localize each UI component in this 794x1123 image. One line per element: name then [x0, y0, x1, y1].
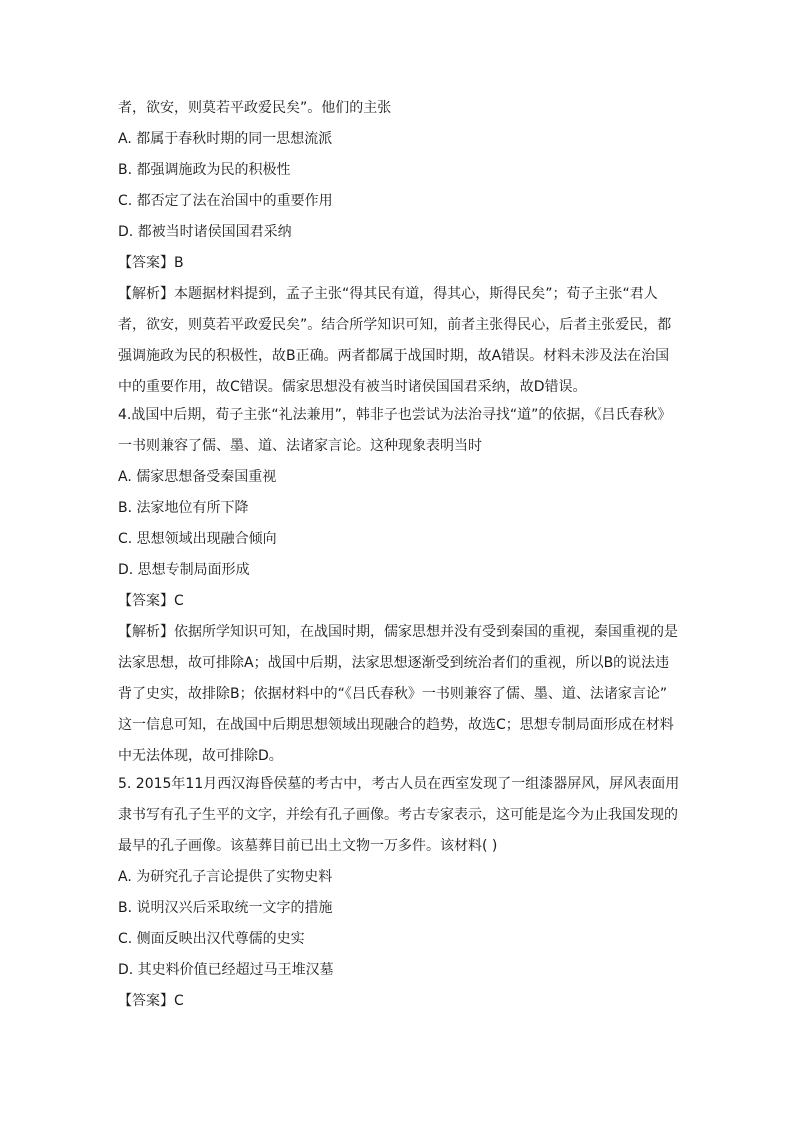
- analysis-line: 背了史实，故排除B；依据材料中的“《吕氏春秋》一书则兼容了儒、墨、道、法诸家言论”: [118, 686, 668, 702]
- analysis-line: 【解析】本题据材料提到，孟子主张“得其民有道，得其心，斯得民矣”；荀子主张“君人: [118, 286, 658, 302]
- question-4-option-b: B. 法家地位有所下降: [118, 500, 249, 516]
- question-3-option-c: C. 都否定了法在治国中的重要作用: [118, 193, 333, 209]
- question-3-option-d: D. 都被当时诸侯国国君采纳: [118, 224, 292, 240]
- question-5-answer: 【答案】C: [118, 993, 184, 1009]
- question-4-option-c: C. 思想领域出现融合倾向: [118, 531, 277, 547]
- analysis-line: 中无法体现，故可排除D。: [118, 748, 283, 764]
- analysis-line: 【解析】依据所学知识可知，在战国时期，儒家思想并没有受到秦国的重视，秦国重视的是: [118, 624, 678, 640]
- question-3: [118, 98, 683, 397]
- question-5-stem: [118, 774, 683, 856]
- question-4: [118, 405, 683, 766]
- question-3-answer: 【答案】B: [118, 255, 184, 271]
- analysis-line: 法家思想，故可排除A；战国中后期，法家思想逐渐受到统治者们的重视，所以B的说法违: [118, 655, 670, 671]
- stem-line: 隶书写有孔子生平的文字，并绘有孔子画像。考古专家表示，这可能是迄今为止我国发现的: [118, 807, 678, 823]
- question-3-option-a: A. 都属于春秋时期的同一思想流派: [118, 131, 333, 147]
- question-5-option-c: C. 侧面反映出汉代尊儒的史实: [118, 931, 305, 947]
- question-5-option-d: D. 其史料价值已经超过马王堆汉墓: [118, 962, 334, 978]
- question-5-option-a: A. 为研究孔子言论提供了实物史料: [118, 869, 333, 885]
- question-5: [118, 774, 683, 1011]
- stem-line: 最早的孔子画像。该墓葬目前已出土文物一万多件。该材料( ): [118, 838, 498, 854]
- question-3-analysis: [118, 284, 683, 397]
- question-4-option-a: A. 儒家思想备受秦国重视: [118, 469, 277, 485]
- stem-line: 5. 2015年11月西汉海昏侯墓的考古中，考古人员在西室发现了一组漆器屏风，屏风表面用: [118, 776, 680, 792]
- stem-line: 一书则兼容了儒、墨、道、法诸家言论。这种现象表明当时: [118, 438, 482, 454]
- document-page: [118, 98, 683, 1011]
- analysis-line: 这一信息可知，在战国中后期思想领域出现融合的趋势，故选C；思想专制局面形成在材料: [118, 717, 674, 733]
- question-4-stem: [118, 405, 683, 456]
- question-4-option-d: D. 思想专制局面形成: [118, 562, 250, 578]
- question-3-stem: 者，欲安，则莫若平政爱民矣”。他们的主张: [118, 100, 392, 116]
- analysis-line: 中的重要作用，故C错误。儒家思想没有被当时诸侯国国君采纳，故D错误。: [118, 379, 587, 395]
- question-3-option-b: B. 都强调施政为民的积极性: [118, 162, 291, 178]
- analysis-line: 强调施政为民的积极性，故B正确。两者都属于战国时期，故A错误。材料未涉及法在治国: [118, 348, 670, 364]
- analysis-line: 者，欲安，则莫若平政爱民矣”。结合所学知识可知，前者主张得民心，后者主张爱民，都: [118, 317, 672, 333]
- question-4-answer: 【答案】C: [118, 593, 184, 609]
- question-4-analysis: [118, 622, 683, 766]
- question-5-option-b: B. 说明汉兴后采取统一文字的措施: [118, 900, 333, 916]
- stem-line: 4.战国中后期，荀子主张“礼法兼用”，韩非子也尝试为法治寻找“道”的依据，《吕氏春秋》: [118, 407, 672, 423]
